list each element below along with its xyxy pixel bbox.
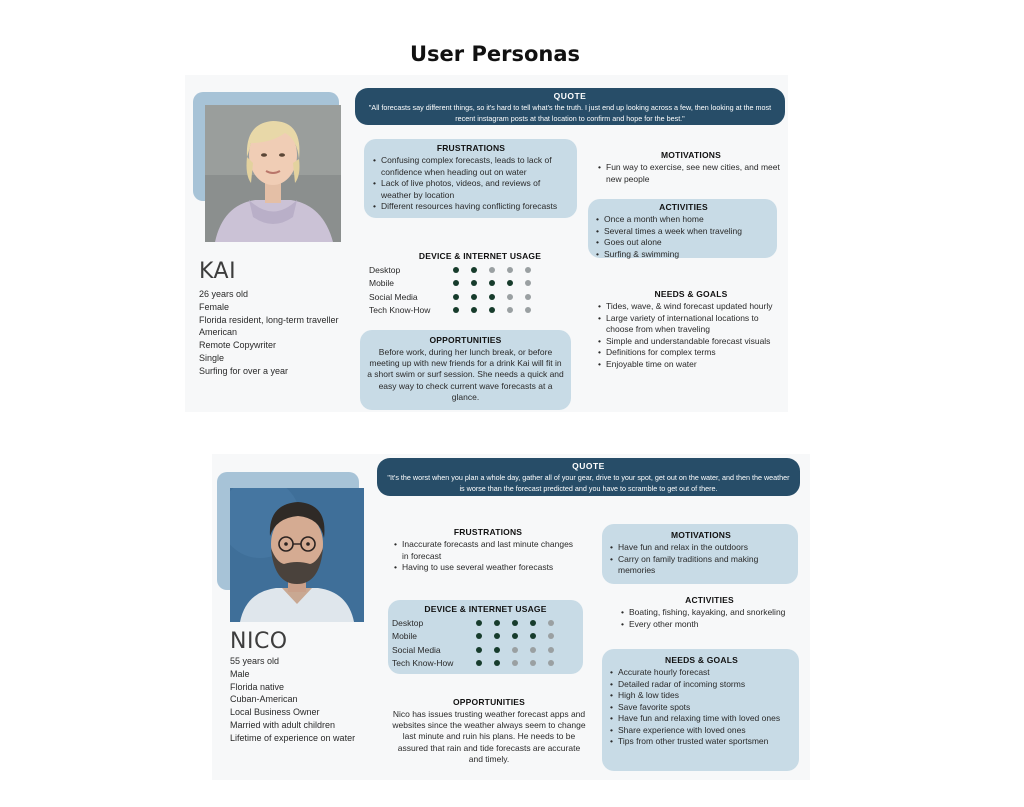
detail-nationality: Cuban-American xyxy=(230,694,298,705)
rating-dot-empty xyxy=(512,647,518,653)
needs-list xyxy=(598,301,784,370)
list-item: • Simple and understandable forecast visuals xyxy=(598,336,784,348)
activities-heading: ACTIVITIES xyxy=(685,595,734,605)
usage-label: Mobile xyxy=(392,631,418,642)
usage-row xyxy=(392,643,579,657)
activities-box xyxy=(588,199,777,258)
list-item: • Tides, wave, & wind forecast updated hourly xyxy=(598,301,784,313)
detail-occupation: Remote Copywriter xyxy=(199,340,277,351)
rating-dot-filled xyxy=(489,294,495,300)
detail-status: Married with adult children xyxy=(230,719,336,730)
rating-dot-empty xyxy=(525,280,531,286)
usage-box xyxy=(388,600,583,674)
man-portrait-icon xyxy=(230,488,364,622)
activities-heading: ACTIVITIES xyxy=(659,202,708,212)
rating-dot-empty xyxy=(489,267,495,273)
persona-card-kai xyxy=(185,75,788,412)
quote-box xyxy=(377,458,800,496)
rating-dot-filled xyxy=(453,267,459,273)
rating-dot-filled xyxy=(453,294,459,300)
opportunities-text: Nico has issues trusting weather forecast apps and websites since the weather always seem to change last minute and ruin his plans. He needs to be assured that rain and tide forecasts are accurate and timely. xyxy=(392,709,586,764)
detail-experience: Surfing for over a year xyxy=(199,365,289,376)
rating-dot-empty xyxy=(507,307,513,313)
rating-dots xyxy=(453,280,531,286)
rating-dot-filled xyxy=(494,633,500,639)
list-item: • High & low tides xyxy=(610,690,793,702)
usage-box xyxy=(365,250,565,320)
needs-box xyxy=(602,649,799,771)
persona-details xyxy=(230,655,390,745)
rating-dot-filled xyxy=(476,620,482,626)
list-item: • Carry on family traditions and making memories xyxy=(610,554,792,577)
opportunities-box xyxy=(360,330,571,410)
persona-card-nico xyxy=(212,454,810,780)
rating-dot-filled xyxy=(494,660,500,666)
list-item: • Boating, fishing, kayaking, and snorkeling xyxy=(621,607,798,619)
rating-dots xyxy=(476,660,554,666)
usage-label: Desktop xyxy=(392,617,424,628)
persona-details xyxy=(199,288,359,378)
usage-row xyxy=(369,263,561,277)
usage-heading: DEVICE & INTERNET USAGE xyxy=(418,251,542,261)
needs-heading: NEEDS & GOALS xyxy=(654,289,728,299)
motivations-list xyxy=(598,162,784,185)
quote-heading: QUOTE xyxy=(572,461,605,471)
rating-dot-filled xyxy=(476,647,482,653)
rating-dot-filled xyxy=(471,307,477,313)
motivations-box xyxy=(602,524,798,584)
rating-dots xyxy=(453,267,531,273)
rating-dot-filled xyxy=(512,633,518,639)
usage-row xyxy=(369,290,561,304)
opportunities-box xyxy=(390,696,588,776)
activities-box xyxy=(617,594,802,630)
motivations-box xyxy=(594,149,788,189)
usage-rows xyxy=(392,616,579,670)
rating-dot-filled xyxy=(471,294,477,300)
rating-dot-filled xyxy=(512,620,518,626)
rating-dot-filled xyxy=(530,633,536,639)
page-title: User Personas xyxy=(410,42,580,66)
detail-origin: Florida native xyxy=(230,681,285,692)
rating-dot-filled xyxy=(489,280,495,286)
needs-box xyxy=(594,287,788,369)
frustrations-list xyxy=(394,539,582,574)
rating-dot-empty xyxy=(525,267,531,273)
rating-dot-empty xyxy=(512,660,518,666)
usage-row xyxy=(392,630,579,644)
list-item: • Goes out alone xyxy=(596,237,771,249)
rating-dot-filled xyxy=(471,280,477,286)
persona-photo-nico xyxy=(230,488,364,622)
list-item: • Enjoyable time on water xyxy=(598,359,784,371)
rating-dots xyxy=(476,620,554,626)
usage-heading: DEVICE & INTERNET USAGE xyxy=(424,604,547,614)
rating-dot-filled xyxy=(494,620,500,626)
usage-label: Social Media xyxy=(392,644,441,655)
rating-dots xyxy=(476,647,554,653)
persona-photo-kai xyxy=(205,105,341,242)
detail-experience: Lifetime of experience on water xyxy=(230,732,356,743)
usage-row xyxy=(369,277,561,291)
detail-residence: Florida resident, long-term traveller xyxy=(199,314,339,325)
motivations-heading: MOTIVATIONS xyxy=(671,530,731,540)
usage-label: Mobile xyxy=(369,278,395,289)
rating-dots xyxy=(453,294,531,300)
motivations-heading: MOTIVATIONS xyxy=(661,150,721,160)
list-item: • Accurate hourly forecast xyxy=(610,667,793,679)
opportunities-text: Before work, during her lunch break, or before meeting up with new friends for a drink Kai will fit in a short swim or surf session. She needs a quick and easy way to check current wave forecasts at a glance. xyxy=(367,347,564,402)
rating-dot-empty xyxy=(548,660,554,666)
detail-occupation: Local Business Owner xyxy=(230,707,320,718)
frustrations-heading: FRUSTRATIONS xyxy=(453,527,523,537)
detail-age: 55 years old xyxy=(230,656,280,666)
needs-list xyxy=(610,667,793,748)
rating-dot-filled xyxy=(471,267,477,273)
list-item: • Have fun and relaxing time with loved ones xyxy=(610,713,793,725)
rating-dot-empty xyxy=(507,267,513,273)
detail-gender: Male xyxy=(230,668,250,679)
list-item: • Different resources having conflicting forecasts xyxy=(373,201,569,213)
usage-row xyxy=(369,304,561,318)
list-item: • Have fun and relax in the outdoors xyxy=(610,542,792,554)
detail-age: 26 years old xyxy=(199,289,249,299)
rating-dot-empty xyxy=(530,660,536,666)
list-item: • Detailed radar of incoming storms xyxy=(610,679,793,691)
rating-dot-filled xyxy=(476,660,482,666)
rating-dot-filled xyxy=(453,307,459,313)
list-item: • Confusing complex forecasts, leads to lack of confidence when heading out on water xyxy=(373,155,569,178)
usage-label: Tech Know-How xyxy=(392,658,454,669)
rating-dot-empty xyxy=(507,294,513,300)
list-item: • Lack of live photos, videos, and reviews of weather by location xyxy=(373,178,569,201)
detail-nationality: American xyxy=(199,327,238,338)
rating-dot-filled xyxy=(494,647,500,653)
quote-box xyxy=(355,88,785,125)
rating-dot-empty xyxy=(548,620,554,626)
list-item: • Once a month when home xyxy=(596,214,771,226)
list-item: • Having to use several weather forecasts xyxy=(394,562,582,574)
rating-dot-filled xyxy=(530,620,536,626)
frustrations-box xyxy=(390,526,586,576)
quote-text: "It's the worst when you plan a whole day, gather all of your gear, drive to your spot, get out on the water, and then the weather is worse than the forecast predicted and you have to scramble to get out of there. xyxy=(387,473,790,493)
list-item: • Share experience with loved ones xyxy=(610,725,793,737)
rating-dot-empty xyxy=(548,633,554,639)
rating-dot-empty xyxy=(530,647,536,653)
frustrations-box xyxy=(364,139,577,218)
usage-row xyxy=(392,657,579,671)
usage-rows xyxy=(369,263,561,317)
quote-text: "All forecasts say different things, so it's hard to tell what's the truth. I just end up looking across a few, then looking at the most recent instagram posts at that location to confirm and hope for the best." xyxy=(368,103,772,123)
detail-gender: Female xyxy=(199,301,230,312)
usage-label: Tech Know-How xyxy=(369,305,431,316)
opportunities-heading: OPPORTUNITIES xyxy=(452,697,526,707)
list-item: • Inaccurate forecasts and last minute changes in forecast xyxy=(394,539,582,562)
rating-dots xyxy=(453,307,531,313)
rating-dot-filled xyxy=(507,280,513,286)
motivations-list xyxy=(610,542,792,577)
rating-dot-empty xyxy=(525,294,531,300)
activities-list xyxy=(596,214,771,260)
list-item: • Save favorite spots xyxy=(610,702,793,714)
list-item: • Surfing & swimming xyxy=(596,249,771,261)
needs-heading: NEEDS & GOALS xyxy=(665,655,738,665)
rating-dots xyxy=(476,633,554,639)
rating-dot-filled xyxy=(489,307,495,313)
frustrations-list xyxy=(373,155,569,213)
usage-label: Desktop xyxy=(369,264,401,275)
list-item: • Large variety of international locations to choose from when traveling xyxy=(598,313,784,336)
list-item: • Fun way to exercise, see new cities, and meet new people xyxy=(598,162,784,185)
activities-list xyxy=(621,607,798,630)
list-item: • Tips from other trusted water sportsmen xyxy=(610,736,793,748)
persona-name: KAI xyxy=(199,259,237,284)
rating-dot-empty xyxy=(548,647,554,653)
usage-row xyxy=(392,616,579,630)
persona-name: NICO xyxy=(230,629,288,654)
opportunities-heading: OPPORTUNITIES xyxy=(429,335,502,345)
rating-dot-filled xyxy=(453,280,459,286)
woman-portrait-icon xyxy=(205,105,341,242)
quote-heading: QUOTE xyxy=(553,91,587,101)
list-item: • Definitions for complex terms xyxy=(598,347,784,359)
rating-dot-filled xyxy=(476,633,482,639)
list-item: • Every other month xyxy=(621,619,798,631)
rating-dot-empty xyxy=(525,307,531,313)
list-item: • Several times a week when traveling xyxy=(596,226,771,238)
detail-status: Single xyxy=(199,352,225,363)
usage-label: Social Media xyxy=(369,291,418,302)
frustrations-heading: FRUSTRATIONS xyxy=(436,143,506,153)
